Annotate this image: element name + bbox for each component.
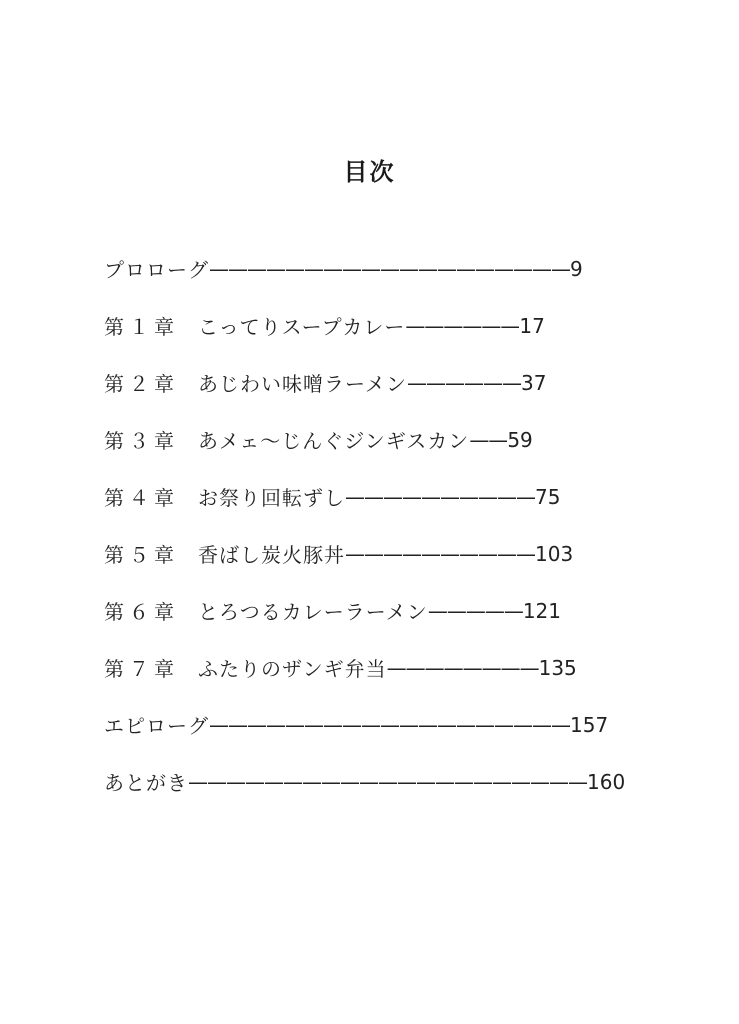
toc-entry-leader: —————— <box>407 370 521 395</box>
toc-entry-chapter: 第３章 <box>104 429 179 453</box>
toc-entry-chapter-1 <box>104 297 604 354</box>
toc-entry-chapter: 第５章 <box>104 543 179 567</box>
toc-entry-name: プロローグ <box>104 258 209 282</box>
toc-entry-chapter-2 <box>104 354 604 411</box>
toc-entry-page: 157 <box>570 712 609 737</box>
toc-entry-name: あメェ〜じんぐジンギスカン <box>198 429 470 453</box>
toc-entry-chapter: 第１章 <box>104 315 179 339</box>
toc-entry-name: あとがき <box>104 771 188 795</box>
toc-entry-leader: ———————— <box>386 655 539 680</box>
toc-entry-page: 37 <box>521 370 547 395</box>
toc-entry-name: ふたりのザンギ弁当 <box>198 657 387 681</box>
toc-entry-page: 75 <box>535 484 561 509</box>
toc-entry-afterword <box>104 753 626 810</box>
toc-entry-epilogue <box>104 696 609 753</box>
toc-entry-leader: ——————————————————— <box>209 712 570 737</box>
toc-entry-page: 59 <box>507 427 533 452</box>
toc-entry-page: 160 <box>587 769 626 794</box>
toc-entry-leader: —————————— <box>345 484 535 509</box>
toc-entry-chapter-3 <box>104 411 604 468</box>
toc-entry-leader: —— <box>469 427 508 452</box>
page-title: 目次 <box>343 157 396 186</box>
toc-entry-chapter-5 <box>104 525 604 582</box>
toc-entry-chapter: 第６章 <box>104 600 179 624</box>
toc-entry-chapter-4 <box>104 468 604 525</box>
toc-entry-page: 135 <box>538 655 577 680</box>
toc-entry-leader: ——————————————————— <box>209 256 570 281</box>
toc-entry-page: 103 <box>535 541 574 566</box>
toc-entry-name: お祭り回転ずし <box>198 486 345 510</box>
toc-entry-leader: ————— <box>427 598 523 623</box>
toc-entry-page: 121 <box>522 598 561 623</box>
toc-entry-leader: —————— <box>405 313 520 338</box>
toc-entry-name: 香ばし炭火豚丼 <box>198 543 345 567</box>
toc-entry-name: エピローグ <box>104 714 209 738</box>
toc-entry-name: こってりスープカレー <box>198 315 406 339</box>
toc-entry-chapter: 第２章 <box>104 372 179 396</box>
toc-entry-chapter-6 <box>104 582 604 639</box>
toc-entry-name: あじわい味噌ラーメン <box>198 372 407 396</box>
toc-entry-chapter: 第７章 <box>104 657 179 681</box>
toc-entry-chapter: 第４章 <box>104 486 179 510</box>
toc-entry-leader: —————————— <box>345 541 535 566</box>
table-of-contents <box>104 240 626 810</box>
toc-entry-name: とろつるカレーラーメン <box>198 600 428 624</box>
toc-entry-page: 9 <box>570 256 583 281</box>
toc-entry-page: 17 <box>519 313 545 338</box>
toc-entry-prologue <box>104 240 604 297</box>
toc-entry-chapter-7 <box>104 639 604 696</box>
toc-entry-leader: ————————————————————— <box>188 769 587 794</box>
